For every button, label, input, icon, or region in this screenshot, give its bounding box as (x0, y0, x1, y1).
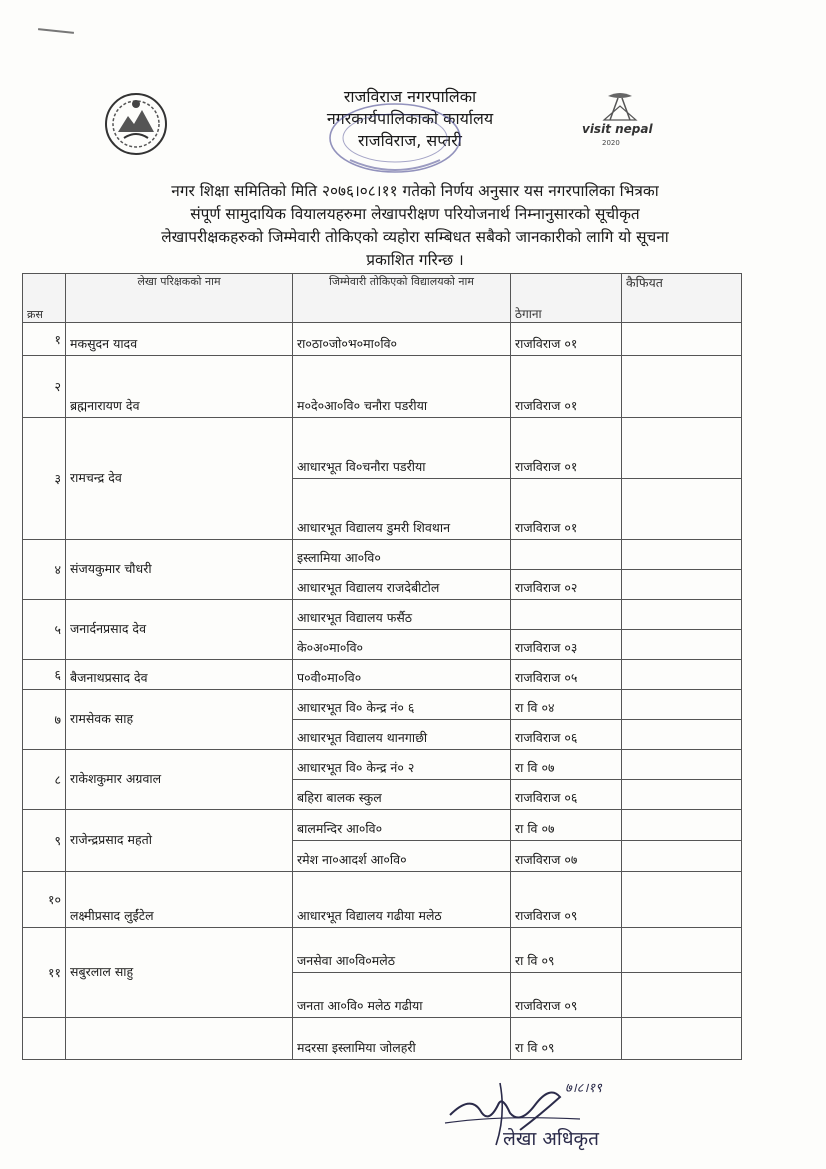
table-row (23, 928, 742, 973)
school-cell: आधारभूत वि० केन्द्र नं० २ (293, 750, 511, 780)
mountain-icon (580, 92, 662, 124)
table-row (23, 690, 742, 720)
school-cell: आधारभूत विद्यालय डुमरी शिवथान (293, 479, 511, 540)
table-header-row (23, 274, 742, 323)
auditor-name-cell: राकेशकुमार अग्रवाल (66, 750, 293, 810)
table-row (23, 810, 742, 841)
auditor-name-cell: रामसेवक साह (66, 690, 293, 750)
auditor-name-cell: रामचन्द्र देव (66, 418, 293, 540)
serial-cell: ७ (23, 690, 66, 750)
table-row (23, 872, 742, 928)
school-cell: जनता आ०वि० मलेठ गढीया (293, 973, 511, 1018)
remarks-cell (622, 780, 742, 810)
table-row (23, 356, 742, 418)
school-cell: आधारभूत वि० केन्द्र नं० ६ (293, 690, 511, 720)
serial-cell: १ (23, 323, 66, 356)
remarks-cell (622, 630, 742, 660)
remarks-cell (622, 973, 742, 1018)
serial-cell: २ (23, 356, 66, 418)
serial-cell: ९ (23, 810, 66, 872)
address-cell: राजविराज ०३ (511, 630, 622, 660)
remarks-cell (622, 872, 742, 928)
address-cell: राजविराज ०२ (511, 570, 622, 600)
header-school: जिम्मेवारी तोकिएको विद्यालयको नाम (293, 274, 511, 323)
table-row (23, 323, 742, 356)
auditor-name-cell: ब्रह्मनारायण देव (66, 356, 293, 418)
auditor-name-cell: लक्ष्मीप्रसाद लुईंटेल (66, 872, 293, 928)
school-cell: रमेश ना०आदर्श आ०वि० (293, 841, 511, 872)
school-cell: इस्लामिया आ०वि० (293, 540, 511, 570)
remarks-cell (622, 356, 742, 418)
address-cell (511, 600, 622, 630)
address-cell: रा वि ०९ (511, 928, 622, 973)
municipality-name: राजविराज नगरपालिका (343, 87, 477, 106)
remarks-cell (622, 540, 742, 570)
school-cell: आधारभूत विद्यालय गढीया मलेठ (293, 872, 511, 928)
address-cell: राजविराज ०१ (511, 418, 622, 479)
school-cell: आधारभूत विद्यालय फर्सैठ (293, 600, 511, 630)
serial-cell: ६ (23, 660, 66, 690)
school-cell: म०दे०आ०वि० चनौरा पडरीया (293, 356, 511, 418)
round-stamp (320, 100, 470, 180)
remarks-cell (622, 841, 742, 872)
school-cell: प०वी०मा०वि० (293, 660, 511, 690)
school-cell: बहिरा बालक स्कुल (293, 780, 511, 810)
remarks-cell (622, 928, 742, 973)
table-body (23, 323, 742, 1060)
table-row (23, 1018, 742, 1060)
address-cell: रा वि ०७ (511, 750, 622, 780)
school-cell: आधारभूत विद्यालय राजदेबीटोल (293, 570, 511, 600)
remarks-cell (622, 479, 742, 540)
auditor-name-cell: राजेन्द्रप्रसाद महतो (66, 810, 293, 872)
header-serial: क्रस (23, 274, 66, 323)
serial-cell: ३ (23, 418, 66, 540)
school-cell: मदरसा इस्लामिया जोलहरी (293, 1018, 511, 1060)
serial-cell (23, 1018, 66, 1060)
school-cell: बालमन्दिर आ०वि० (293, 810, 511, 841)
remarks-cell (622, 570, 742, 600)
office-name: नगरकार्यपालिकाको कार्यालय (326, 109, 494, 128)
school-cell: आधारभूत वि०चनौरा पडरीया (293, 418, 511, 479)
remarks-cell (622, 323, 742, 356)
auditor-name-cell: संजयकुमार चौधरी (66, 540, 293, 600)
notice-paragraph (40, 180, 790, 272)
serial-cell: ११ (23, 928, 66, 1018)
school-cell: रा०ठा०जो०भ०मा०वि० (293, 323, 511, 356)
address-cell: रा वि ०४ (511, 690, 622, 720)
remarks-cell (622, 720, 742, 750)
address-cell: राजविराज ०१ (511, 479, 622, 540)
serial-cell: ८ (23, 750, 66, 810)
auditor-name-cell: बैजनाथप्रसाद देव (66, 660, 293, 690)
serial-cell: १० (23, 872, 66, 928)
remarks-cell (622, 750, 742, 780)
address-cell: राजविराज ०६ (511, 780, 622, 810)
table-row (23, 750, 742, 780)
notice-line: प्रकाशित गरिन्छ । (366, 251, 464, 269)
remarks-cell (622, 418, 742, 479)
government-emblem-icon (104, 92, 168, 156)
table-row (23, 600, 742, 630)
notice-line: लेखापरीक्षकहरुको जिम्मेवारी तोकिएको व्यहोरा सम्बिधत सबैको जानकारीको लागि यो सूचना (161, 228, 669, 246)
serial-cell: ४ (23, 540, 66, 600)
address-cell: रा वि ०७ (511, 810, 622, 841)
serial-cell: ५ (23, 600, 66, 660)
address-cell: राजविराज ०६ (511, 720, 622, 750)
address-cell: राजविराज ०१ (511, 356, 622, 418)
remarks-cell (622, 810, 742, 841)
address-cell: राजविराज ०५ (511, 660, 622, 690)
signatory-title: लेखा अधिकृत (503, 1128, 599, 1150)
header-auditor-name: लेखा परिक्षकको नाम (66, 274, 293, 323)
auditor-name-cell: जनार्दनप्रसाद देव (66, 600, 293, 660)
table-row (23, 660, 742, 690)
table-row (23, 418, 742, 479)
remarks-cell (622, 1018, 742, 1060)
notice-line: संपूर्ण सामुदायिक वियालयहरुमा लेखापरीक्षण परियोजनार्थ निम्नानुसारको सूचीकृत (190, 205, 640, 223)
visit-nepal-logo: visit nepal 2020 (580, 92, 662, 154)
signature-date: ७।८।१९ (565, 1081, 602, 1096)
header-remarks: कैफियत (622, 274, 742, 323)
header-address: ठेगाना (511, 274, 622, 323)
address-cell: राजविराज ०९ (511, 872, 622, 928)
remarks-cell (622, 690, 742, 720)
school-cell: आधारभूत विद्यालय थानगाछी (293, 720, 511, 750)
office-address: राजविराज, सप्तरी (358, 131, 462, 150)
auditor-assignment-table (22, 273, 742, 1060)
address-cell: राजविराज ०९ (511, 973, 622, 1018)
remarks-cell (622, 600, 742, 630)
address-cell (511, 540, 622, 570)
remarks-cell (622, 660, 742, 690)
notice-line: नगर शिक्षा समितिको मिति २०७६।०८।११ गतेको निर्णय अनुसार यस नगरपालिका भित्रका (171, 182, 659, 200)
scan-mark (38, 28, 74, 34)
auditor-name-cell (66, 1018, 293, 1060)
school-cell: जनसेवा आ०वि०मलेठ (293, 928, 511, 973)
address-cell: राजविराज ०७ (511, 841, 622, 872)
address-cell: रा वि ०९ (511, 1018, 622, 1060)
auditor-name-cell: मकसुदन यादव (66, 323, 293, 356)
table-row (23, 540, 742, 570)
auditor-name-cell: सबुरलाल साहु (66, 928, 293, 1018)
address-cell: राजविराज ०१ (511, 323, 622, 356)
school-cell: के०अ०मा०वि० (293, 630, 511, 660)
